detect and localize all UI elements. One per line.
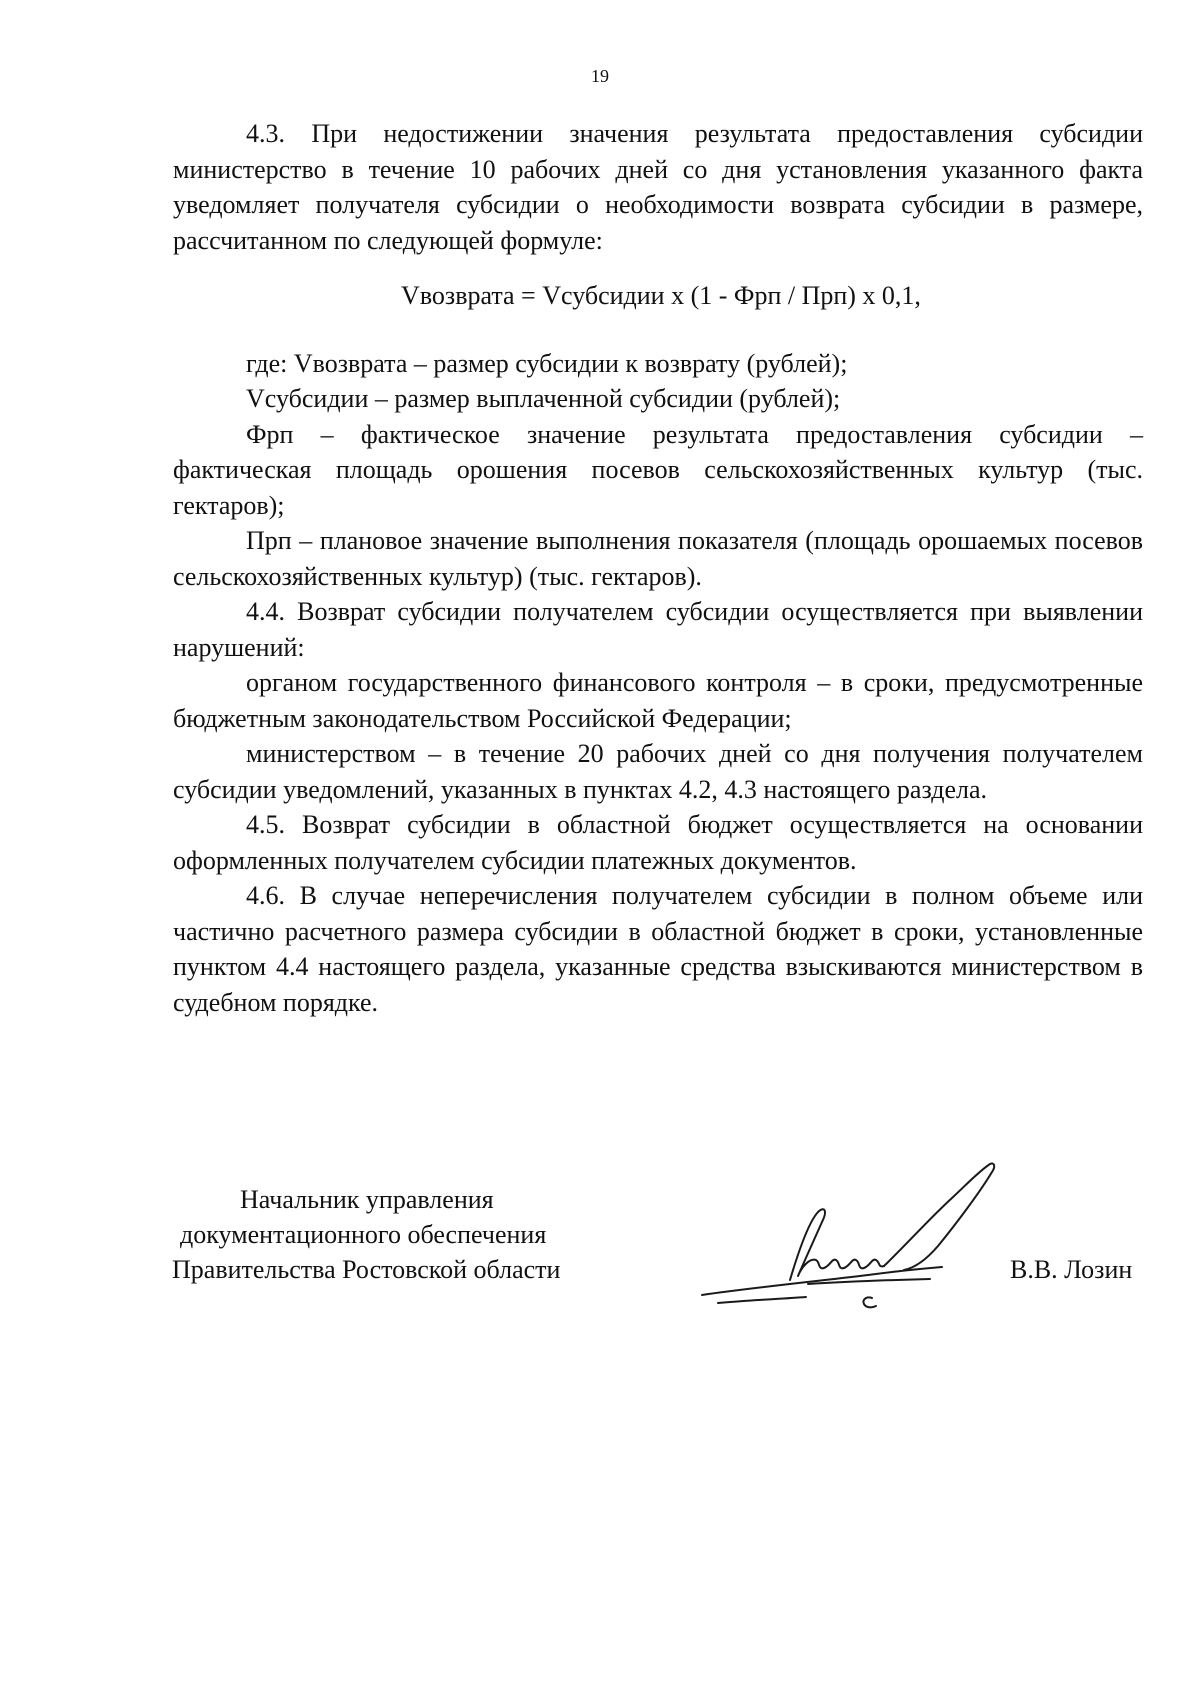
document-body xyxy=(173,116,1143,1020)
paragraph-4-5: 4.5. Возврат субсидии в областной бюджет осуществляется на основании оформленных получателем субсидии платежных документов. xyxy=(173,810,1143,875)
paragraph-4-3: 4.3. При недостижении значения результата предоставления субсидии министерство в течение 10 рабочих дней со дня установления указанного факта уведомляет получателя субсидии о необходимости возврата субсидии в размере, рассчитанном по следующей формуле: xyxy=(173,119,1143,255)
refund-formula: Vвозврата = Vсубсидии x (1 - Фрп / Прп) x 0,1, xyxy=(401,281,921,310)
definition-v-subsidy: Vсубсидии – размер выплаченной субсидии (рублей); xyxy=(246,384,841,413)
definition-frp: Фрп – фактическое значение результата предоставления субсидии – фактическая площадь орошения посевов сельскохозяйственных культур (тыс. гектаров); xyxy=(173,419,1143,520)
signatory-title-line-2: документационного обеспечения xyxy=(180,1220,547,1249)
signer-name: В.В. Лозин xyxy=(1010,1255,1133,1284)
signatory-title-line-1: Начальник управления xyxy=(240,1185,494,1214)
definition-v-return: где: Vвозврата – размер субсидии к возврату (рублей); xyxy=(246,348,848,378)
paragraph-4-6: 4.6. В случае неперечисления получателем субсидии в полном объеме или частично расчетного размера субсидии в областной бюджет в сроки, установленные пунктом 4.4 настоящего раздела, указанные средства взыскиваются министерством в судебном порядке. xyxy=(173,881,1143,1017)
handwritten-signature xyxy=(690,1158,1030,1318)
paragraph-4-4-control-body: органом государственного финансового контроля – в сроки, предусмотренные бюджетным законодательством Российской Федерации; xyxy=(173,668,1143,733)
page-number: 19 xyxy=(591,66,609,86)
signatory-title xyxy=(172,1182,560,1287)
paragraph-4-4-ministry: министерством – в течение 20 рабочих дней со дня получения получателем субсидии уведомлений, указанных в пунктах 4.2, 4.3 настоящего раздела. xyxy=(173,739,1143,804)
spacer xyxy=(173,336,1143,346)
signatory-title-line-3: Правительства Ростовской области xyxy=(172,1255,561,1284)
definition-prp: Прп – плановое значение выполнения показателя (площадь орошаемых посевов сельскохозяйственных культур) (тыс. гектаров). xyxy=(173,526,1143,591)
paragraph-4-4: 4.4. Возврат субсидии получателем субсидии осуществляется при выявлении нарушений: xyxy=(173,597,1143,662)
